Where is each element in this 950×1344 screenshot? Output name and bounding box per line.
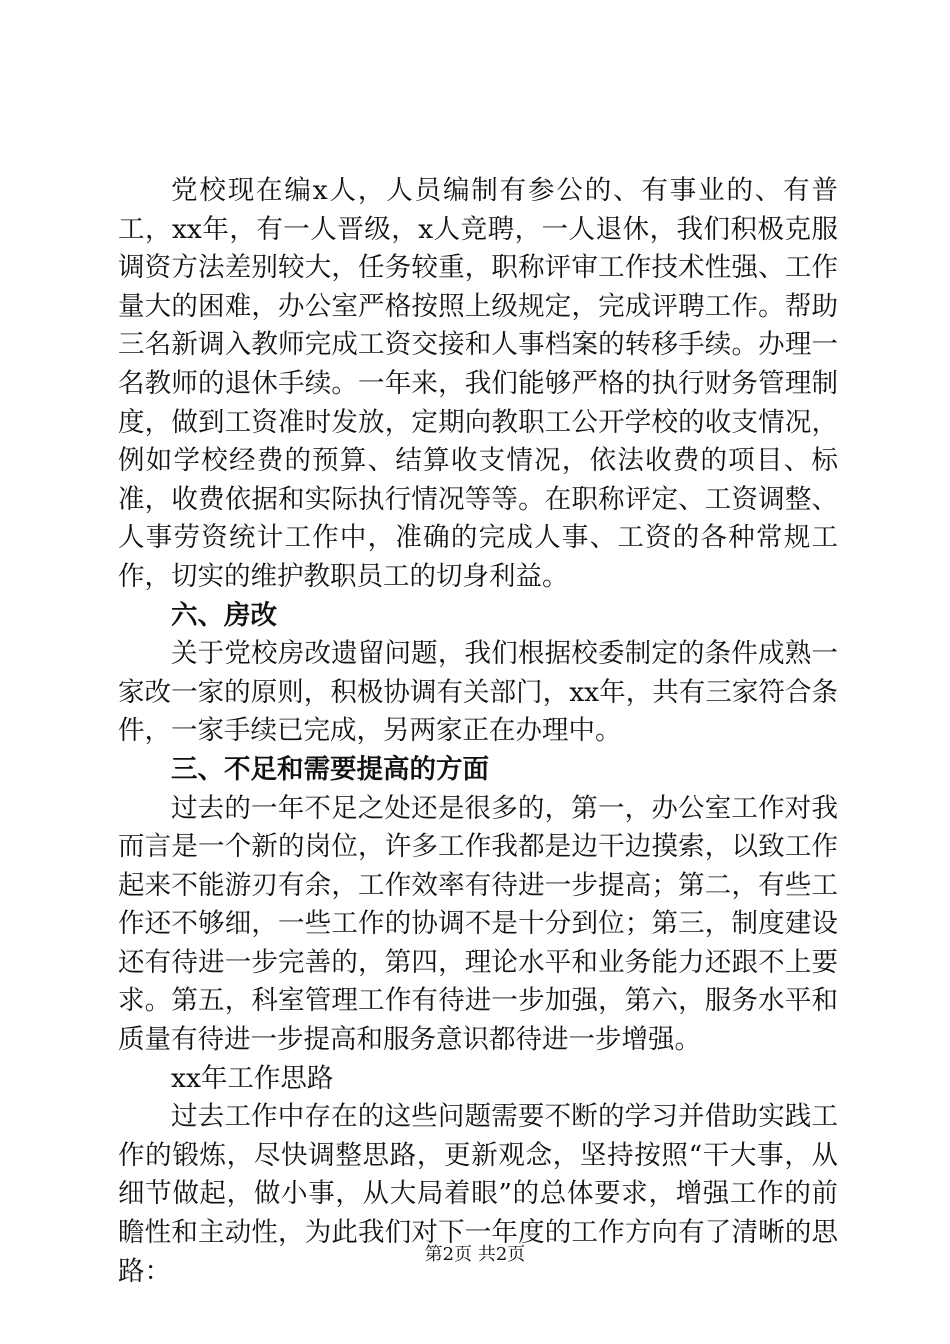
paragraph-shortcomings: 过去的一年不足之处还是很多的，第一，办公室工作对我而言是一个新的岗位，许多工作我都是边干边摸索，以致工作起来不能游刃有余，工作效率有待进一步提高；第二，有些工作还不够细，一些工作的协调不是十分到位；第三，制度建设还有待进一步完善的，第四，理论水平和业务能力还跟不上要求。第五，科室管理工作有待进一步加强，第六，服务水平和质量有待进一步提高和服务意识都待进一步增强。 bbox=[118, 792, 838, 1056]
subheading-work-plan: xx年工作思路 bbox=[171, 1062, 334, 1094]
document-body bbox=[118, 172, 838, 1291]
paragraph-work-plan: 过去工作中存在的这些问题需要不断的学习并借助实践工作的锻炼，尽快调整思路，更新观念，坚持按照“干大事，从细节做起，做小事，从大局着眼”的总体要求，增强工作的前瞻性和主动性，为此我们对下一年度的工作方向有了清晰的思路： bbox=[118, 1101, 838, 1287]
page-footer: 第2页 共2页 bbox=[424, 1244, 526, 1265]
section-heading-housing-reform: 六、房改 bbox=[171, 599, 277, 631]
paragraph-housing-reform: 关于党校房改遗留问题，我们根据校委制定的条件成熟一家改一家的原则，积极协调有关部门，xx年，共有三家符合条件，一家手续已完成，另两家正在办理中。 bbox=[118, 638, 838, 747]
paragraph-staffing: 党校现在编x人，人员编制有参公的、有事业的、有普工，xx年，有一人晋级，x人竞聘，一人退休，我们积极克服调资方法差别较大，任务较重，职称评审工作技术性强、工作量大的困难，办公室严格按照上级规定，完成评聘工作。帮助三名新调入教师完成工资交接和人事档案的转移手续。办理一名教师的退休手续。一年来，我们能够严格的执行财务管理制度，做到工资准时发放，定期向教职工公开学校的收支情况，例如学校经费的预算、结算收支情况，依法收费的项目、标准，收费依据和实际执行情况等等。在职称评定、工资调整、人事劳资统计工作中，准确的完成人事、工资的各种常规工作，切实的维护教职员工的切身利益。 bbox=[118, 175, 838, 592]
section-heading-shortcomings: 三、不足和需要提高的方面 bbox=[171, 753, 489, 785]
